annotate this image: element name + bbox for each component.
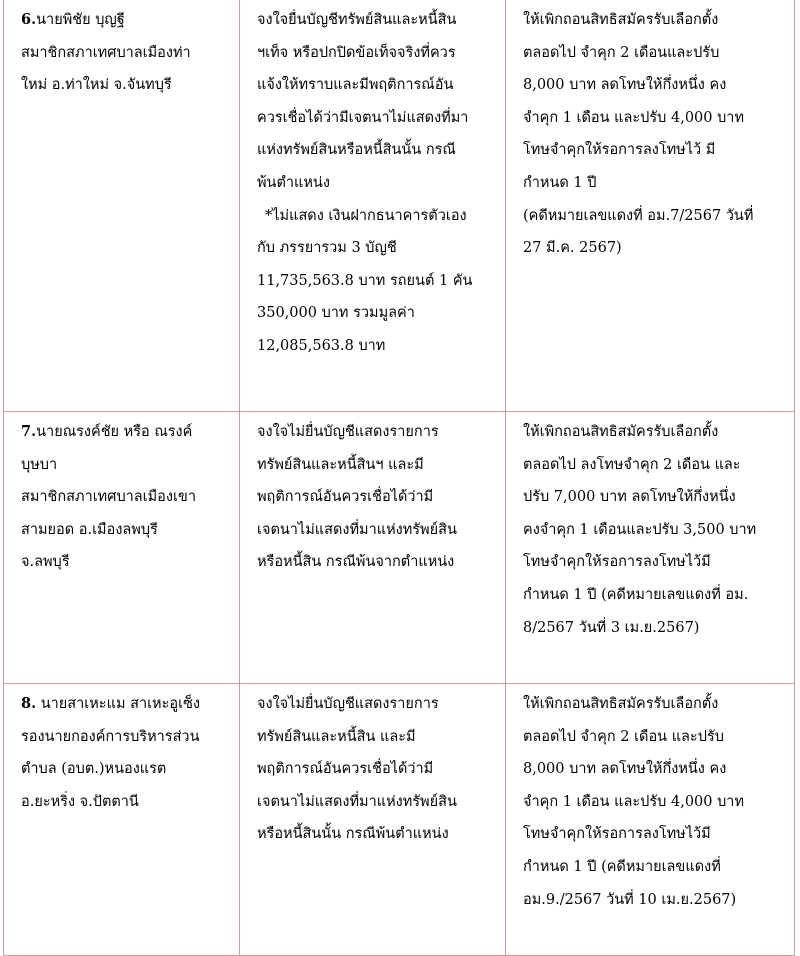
penalty-line: กำหนด 1 ปี (คดีหมายเลขแดงที่ อม. <box>523 586 749 603</box>
offense-line: 12,085,563.8 บาท <box>257 337 386 354</box>
penalty-line: โทษจำคุกให้รอการลงโทษไว้มี <box>523 826 711 843</box>
penalty-line: กำหนด 1 ปี (คดีหมายเลขแดงที่ <box>523 858 721 875</box>
case-person-name <box>21 688 231 721</box>
penalty-cell <box>506 412 795 684</box>
table-row <box>4 0 795 412</box>
offense-line: พฤติการณ์อันควรเชื่อได้ว่ามี <box>257 489 434 506</box>
penalty-line: (คดีหมายเลขแดงที่ อม.7/2567 วันที่ <box>523 207 754 224</box>
offense-line: กับ ภรรยารวม 3 บัญชี <box>257 240 397 257</box>
offense-cell <box>240 412 506 684</box>
offense-cell <box>240 0 506 412</box>
person-line: รองนายกองค์การบริหารส่วน <box>21 728 200 745</box>
penalty-cell <box>506 0 795 412</box>
penalty-line: ตลอดไป จำคุก 2 เดือน และปรับ <box>523 728 724 745</box>
offense-line: จงใจไม่ยื่นบัญชีแสดงรายการ <box>257 424 439 440</box>
offense-line: พฤติการณ์อันควรเชื่อได้ว่ามี <box>257 761 434 778</box>
offense-line: ทรัพย์สินและหนี้สิน และมี <box>257 728 416 745</box>
penalty-line: จำคุก 1 เดือน และปรับ 4,000 บาท <box>523 109 745 126</box>
penalty-line: 8/2567 วันที่ 3 เม.ย.2567) <box>523 619 700 636</box>
penalty-line: ให้เพิกถอนสิทธิสมัครรับเลือกตั้ง <box>523 12 719 28</box>
penalty-line: คงจำคุก 1 เดือนและปรับ 3,500 บาท <box>523 521 757 538</box>
offense-cell <box>240 684 506 956</box>
case-number: 8. <box>21 695 37 712</box>
table-row <box>4 684 795 956</box>
offense-line: *ไม่แสดง เงินฝากธนาคารตัวเอง <box>265 207 467 224</box>
offense-line: หรือหนี้สินนั้น กรณีพ้นตำแหน่ง <box>257 826 449 843</box>
penalty-line: ให้เพิกถอนสิทธิสมัครรับเลือกตั้ง <box>523 696 719 712</box>
penalty-line: โทษจำคุกให้รอการลงโทษไว้ มี <box>523 142 716 159</box>
cases-table <box>3 0 795 956</box>
offense-line: จงใจยื่นบัญชีทรัพย์สินและหนี้สิน <box>257 12 457 28</box>
case-person-name <box>21 416 231 449</box>
case-person-name-text: นายณรงค์ชัย หรือ ณรงค์ <box>36 424 193 440</box>
case-person-name <box>21 4 231 37</box>
person-line: บุษบา <box>21 456 58 473</box>
penalty-line: กำหนด 1 ปี <box>523 174 597 191</box>
case-number: 7. <box>21 423 37 440</box>
offense-line: ทรัพย์สินและหนี้สินฯ และมี <box>257 456 424 473</box>
offense-line: พ้นตำแหน่ง <box>257 174 330 191</box>
person-line: สมาชิกสภาเทศบาลเมืองเขา <box>21 489 196 506</box>
person-line: จ.ลพบุรี <box>21 554 70 571</box>
offense-line: แห่งทรัพย์สินหรือหนี้สินนั้น กรณี <box>257 142 456 159</box>
case-person-name-text: นายสาเหะแม สาเหะอูเซ็ง <box>36 696 200 712</box>
penalty-line: จำคุก 1 เดือน และปรับ 4,000 บาท <box>523 793 745 810</box>
person-cell <box>4 684 240 956</box>
penalty-line: 27 มี.ค. 2567) <box>523 240 622 257</box>
offense-line: แจ้งให้ทราบและมีพฤติการณ์อัน <box>257 77 454 94</box>
offense-line: ฯเท็จ หรือปกปิดข้อเท็จจริงที่ควร <box>257 44 456 61</box>
person-line: อ.ยะหริ่ง จ.ปัตตานี <box>21 793 139 810</box>
penalty-line: ตลอดไป จำคุก 2 เดือนและปรับ <box>523 44 720 61</box>
case-number: 6. <box>21 11 37 28</box>
person-cell <box>4 412 240 684</box>
penalty-line: ปรับ 7,000 บาท ลดโทษให้กึ่งหนึ่ง <box>523 489 736 506</box>
penalty-line: โทษจำคุกให้รอการลงโทษไว้มี <box>523 554 711 571</box>
person-line: ตำบล (อบต.)หนองแรต <box>21 761 167 778</box>
penalty-line: อม.9./2567 วันที่ 10 เม.ย.2567) <box>523 891 737 908</box>
person-line: สามยอด อ.เมืองลพบุรี <box>21 521 158 538</box>
penalty-line: ให้เพิกถอนสิทธิสมัครรับเลือกตั้ง <box>523 424 719 440</box>
penalty-cell <box>506 684 795 956</box>
person-line: ใหม่ อ.ท่าใหม่ จ.จันทบุรี <box>21 77 172 94</box>
person-line: สมาชิกสภาเทศบาลเมืองท่า <box>21 44 191 61</box>
penalty-line: ตลอดไป ลงโทษจำคุก 2 เดือน และ <box>523 456 741 473</box>
case-person-name-text: นายพิชัย บุญฐี <box>36 12 125 28</box>
offense-line: เจตนาไม่แสดงที่มาแห่งทรัพย์สิน <box>257 793 457 810</box>
offense-line: 350,000 บาท รวมมูลค่า <box>257 305 415 322</box>
offense-line: 11,735,563.8 บาท รถยนต์ 1 คัน <box>257 272 473 289</box>
offense-line: ควรเชื่อได้ว่ามีเจตนาไม่แสดงที่มา <box>257 109 469 126</box>
cases-table-body <box>4 0 795 956</box>
penalty-line: 8,000 บาท ลดโทษให้กึ่งหนึ่ง คง <box>523 77 727 94</box>
offense-line: เจตนาไม่แสดงที่มาแห่งทรัพย์สิน <box>257 521 457 538</box>
penalty-line: 8,000 บาท ลดโทษให้กึ่งหนึ่ง คง <box>523 761 727 778</box>
offense-line: หรือหนี้สิน กรณีพ้นจากตำแหน่ง <box>257 554 455 571</box>
table-row <box>4 412 795 684</box>
person-cell <box>4 0 240 412</box>
offense-line: จงใจไม่ยื่นบัญชีแสดงรายการ <box>257 696 439 712</box>
